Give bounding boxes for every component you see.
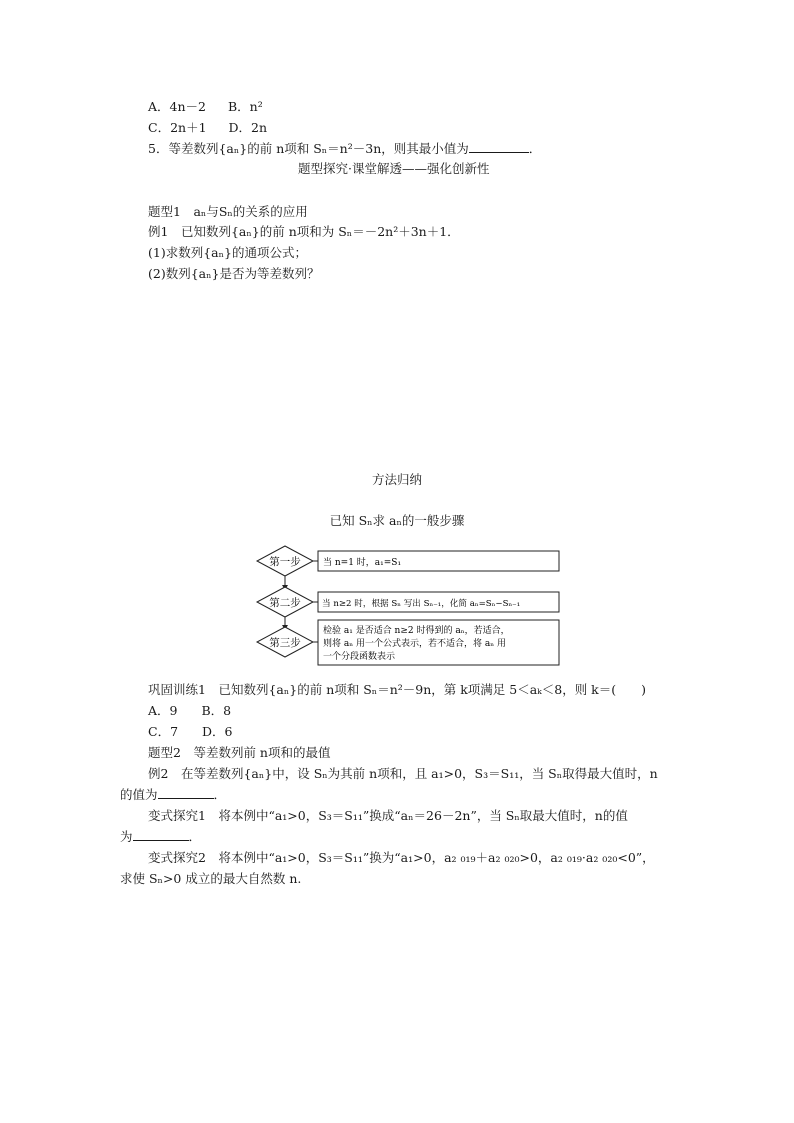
options-row-ab xyxy=(148,99,263,115)
variant2-line1: 变式探究2 将本例中“a₁>0，S₃＝S₁₁”换为“a₁>0，a₂ ₀₁₉＋a₂ ₀₂₀>0，a₂ ₀₁₉·a₂ ₀₂₀<0”， xyxy=(148,850,655,865)
variant2-line2: 求使 Sₙ>0 成立的最大自然数 n. xyxy=(120,871,302,886)
type2-title: 题型2 等差数列前 n项和的最值 xyxy=(148,745,331,760)
answer-blank xyxy=(133,829,189,841)
step1-text: 当 n=1 时，a₁=S₁ xyxy=(323,558,402,568)
answer-blank xyxy=(158,787,214,799)
question-5-text: 5．等差数列{aₙ}的前 n项和 Sₙ＝n²－3n，则其最小值为 xyxy=(148,141,469,156)
practice1-option-a: A．9 xyxy=(148,703,178,718)
answer-blank xyxy=(469,141,529,153)
practice1-options-ab xyxy=(148,703,231,719)
variant1-line2-text: 为 xyxy=(120,829,133,844)
step2-text: 当 n≥2 时，根据 Sₙ 写出 Sₙ₋₁，化简 aₙ=Sₙ−Sₙ₋₁ xyxy=(322,599,521,609)
example2-line1: 例2 在等差数列{aₙ}中，设 Sₙ为其前 n项和，且 a₁>0，S₃＝S₁₁，当 Sₙ取得最大值时，n xyxy=(148,766,658,781)
step2-label: 第二步 xyxy=(269,597,301,609)
practice1-option-d: D．6 xyxy=(202,724,233,739)
options-row-cd xyxy=(148,120,267,136)
method-heading: 方法归纳 xyxy=(371,472,422,487)
variant1-line1: 变式探究1 将本例中“a₁>0，S₃＝S₁₁”换成“aₙ＝26－2n”，当 Sₙ取最大值时，n的值 xyxy=(148,808,628,823)
option-d: D．2n xyxy=(228,120,268,135)
option-b: B．n² xyxy=(227,99,263,114)
section-header: 题型探究·课堂解透——强化创新性 xyxy=(298,161,490,176)
practice1-stem: 巩固训练1 已知数列{aₙ}的前 n项和 Sₙ＝n²－9n，第 k项满足 5＜aₖ＜8，则 k＝( ) xyxy=(148,682,646,697)
practice1-options-cd xyxy=(148,724,232,740)
type1-title: 题型1 aₙ与Sₙ的关系的应用 xyxy=(148,204,308,219)
step3-text-line2: 则将 aₙ 用一个公式表示，若不适合，将 aₙ 用 xyxy=(323,639,506,649)
steps-flowchart xyxy=(255,543,565,671)
step3-text-line3: 一个分段函数表示 xyxy=(323,652,396,662)
step3-label: 第三步 xyxy=(269,637,301,649)
option-c: C．2n＋1 xyxy=(148,120,207,135)
step3-text-line1: 检验 a₁ 是否适合 n≥2 时得到的 aₙ，若适合， xyxy=(323,626,510,636)
variant1-line2 xyxy=(120,829,201,845)
question-5-end: ． xyxy=(528,141,542,156)
method-subheading: 已知 Sₙ求 aₙ的一般步骤 xyxy=(329,513,465,528)
variant1-line2-end: ． xyxy=(188,829,202,844)
example1: 例1 已知数列{aₙ}的前 n项和为 Sₙ＝－2n²＋3n＋1． xyxy=(148,224,460,239)
example1-part1: (1)求数列{aₙ}的通项公式； xyxy=(148,245,307,260)
question-5 xyxy=(148,141,541,157)
step1-label: 第一步 xyxy=(269,556,301,568)
example2-line2-text: 的值为 xyxy=(120,787,158,802)
example2-line2 xyxy=(120,787,226,803)
practice1-option-c: C．7 xyxy=(148,724,179,739)
option-a: A．4n－2 xyxy=(148,99,206,114)
practice1-option-b: B．8 xyxy=(201,703,232,718)
example2-line2-end: ． xyxy=(213,787,227,802)
example1-part2: (2)数列{aₙ}是否为等差数列？ xyxy=(148,266,320,281)
